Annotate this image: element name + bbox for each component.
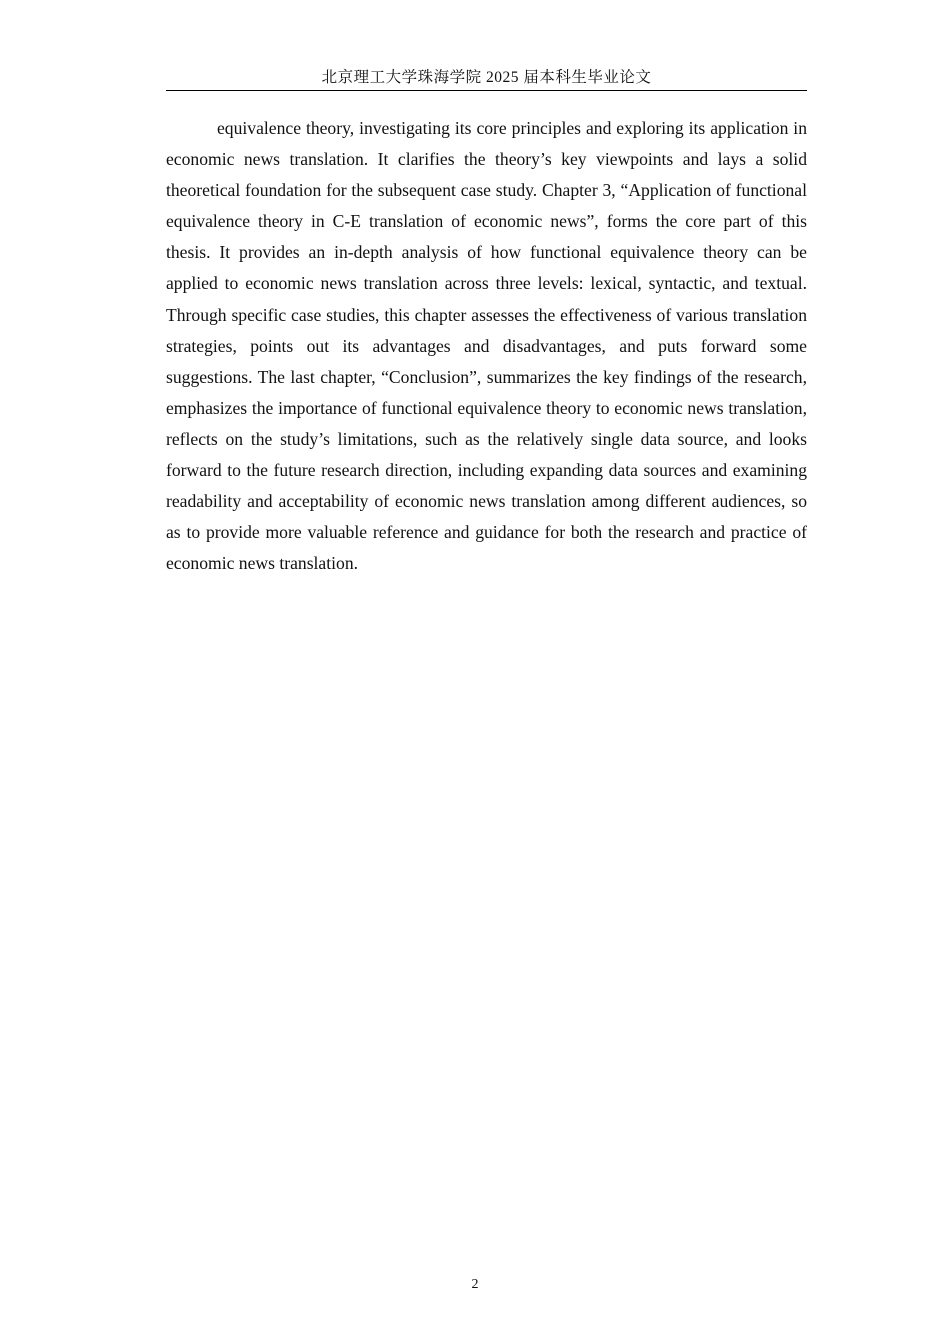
page-header: 北京理工大学珠海学院 2025 届本科生毕业论文	[166, 66, 807, 91]
page-number: 2	[471, 1277, 479, 1292]
body-paragraph: equivalence theory, investigating its core principles and exploring its application in economic news translation. It clarifies the theory’s key viewpoints and lays a solid theoretical foundation for the subsequent case study. Chapter 3, “Application of functional equivalence theory in C-E translation of economic news”, forms the core part of this thesis. It provides an in-depth analysis of how functional equivalence theory can be applied to economic news translation across three levels: lexical, syntactic, and textual. Through specific case studies, this chapter assesses the effectiveness of various translation strategies, points out its advantages and disadvantages, and puts forward some suggestions. The last chapter, “Conclusion”, summarizes the key findings of the research, emphasizes the importance of functional equivalence theory to economic news translation, reflects on the study’s limitations, such as the relatively single data source, and looks forward to the future research direction, including expanding data sources and examining readability and acceptability of economic news translation among different audiences, so as to provide more valuable reference and guidance for both the research and practice of economic news translation.	[166, 118, 807, 574]
